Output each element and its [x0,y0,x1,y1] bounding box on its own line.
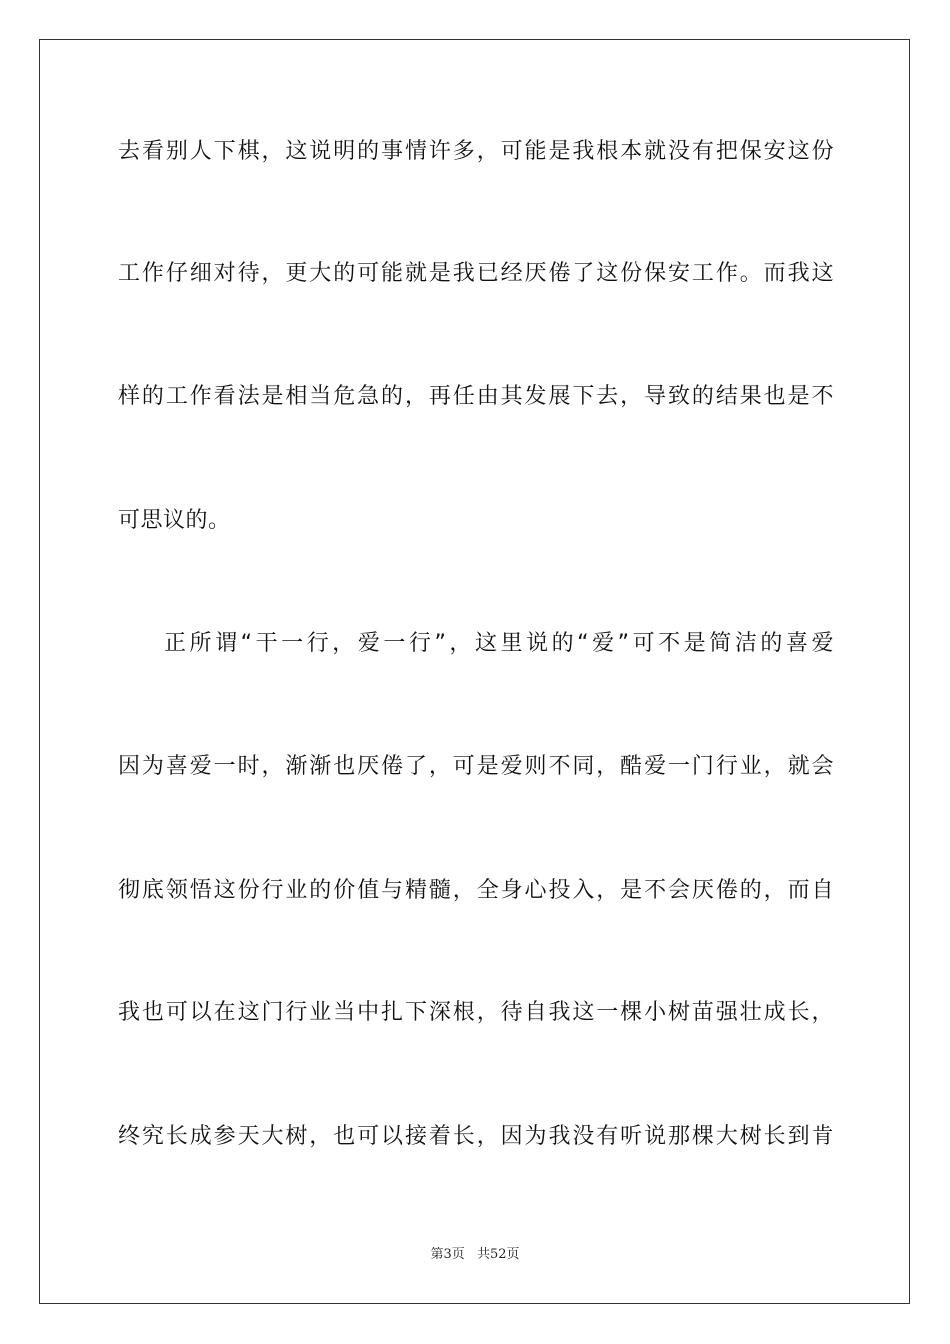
page-border [39,39,910,1304]
text-line: 终究长成参天大树，也可以接着长，因为我没有听说那棵大树长到肯 [118,1124,834,1149]
text-line: 我也可以在这门行业当中扎下深根，待自我这一棵小树苗强壮成长， [118,1000,834,1025]
text-line-paragraph-start: 正所谓“干一行，爱一行”，这里说的“爱”可不是简洁的喜爱 [164,631,834,656]
text-line: 可思议的。 [118,508,231,533]
page-total: 共52页 [476,1247,520,1262]
text-line: 彻底领悟这份行业的价值与精髓，全身心投入，是不会厌倦的，而自 [118,878,834,903]
page-footer [0,1246,950,1264]
page-number: 第3页 [430,1247,465,1262]
text-line: 样的工作看法是相当危急的，再任由其发展下去，导致的结果也是不 [118,384,834,409]
text-line: 去看别人下棋，这说明的事情许多，可能是我根本就没有把保安这份 [118,139,834,164]
text-line: 工作仔细对待，更大的可能就是我已经厌倦了这份保安工作。而我这 [118,261,834,286]
text-line: 因为喜爱一时，渐渐也厌倦了，可是爱则不同，酷爱一门行业，就会 [118,754,834,779]
